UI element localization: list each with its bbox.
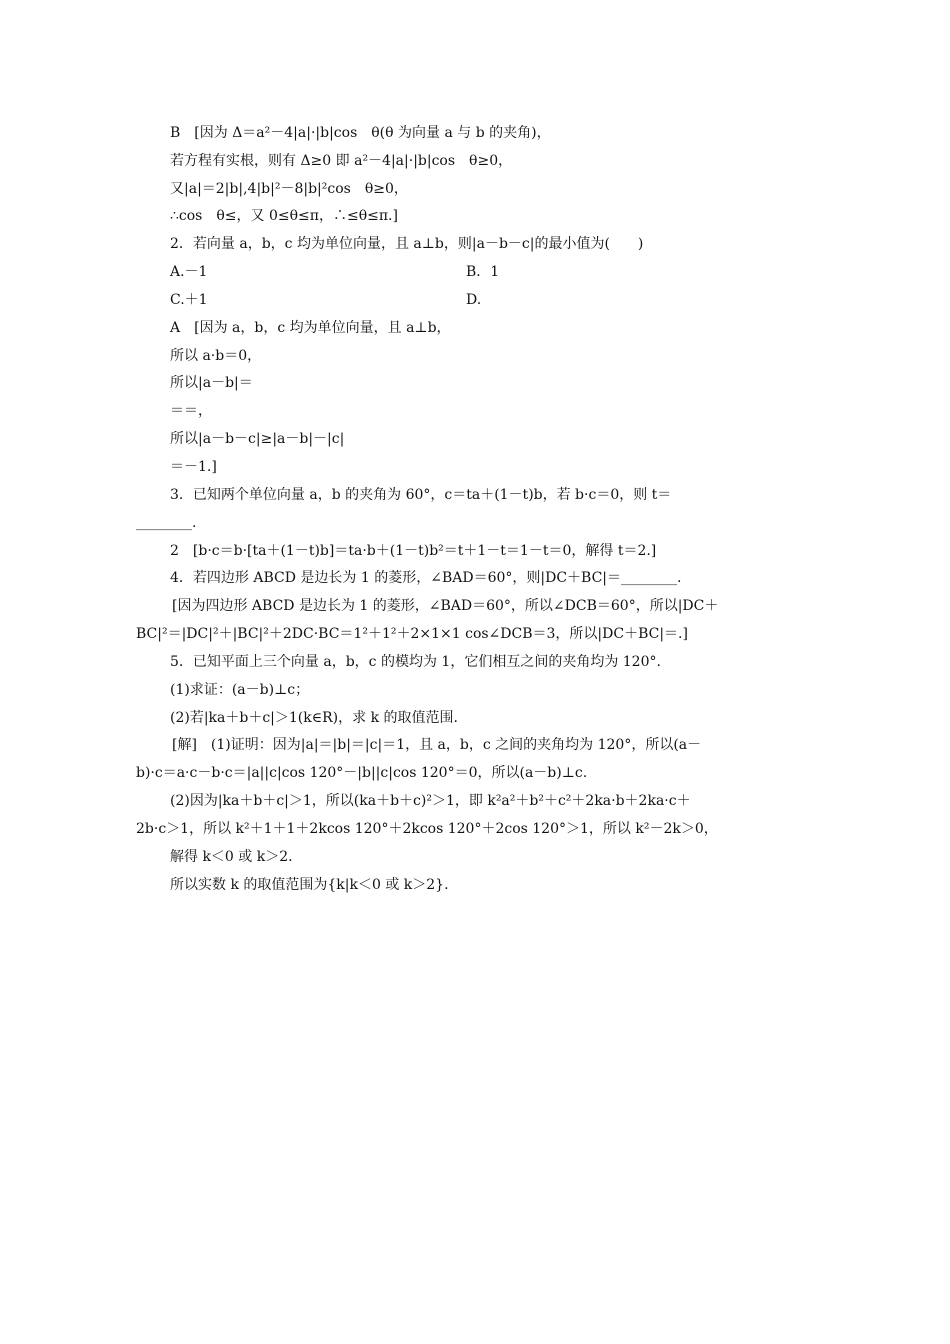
solution-3: 2 [b·c＝b·[ta＋(1－t)b]＝ta·b＋(1－t)b²＝t＋1－t＝1－t＝0，解得 t＝2.] [170, 543, 657, 559]
question-5-stem: 5．已知平面上三个向量 a，b，c 的模均为 1，它们相互之间的夹角均为 120°. [170, 654, 661, 670]
question-2-stem: 2．若向量 a，b，c 均为单位向量，且 a⊥b，则|a－b－c|的最小值为( ) [170, 236, 644, 252]
solution-1-line-3: 又|a|＝2|b|,4|b|²－8|b|²cos θ≥0， [170, 181, 408, 197]
solution-2-line-4: ＝＝， [170, 403, 212, 419]
question-2-option-b: B．1 [466, 264, 500, 280]
question-2-option-d: D. [466, 292, 482, 308]
solution-2-line-6: ＝－1.] [170, 459, 217, 475]
solution-1-line-4: ∴cos θ≤，又 0≤θ≤π，∴≤θ≤π.] [170, 208, 398, 224]
question-4-stem: 4．若四边形 ABCD 是边长为 1 的菱形，∠BAD＝60°，则|DC＋BC|＝________. [170, 570, 682, 586]
question-5-part-1: (1)求证：(a－b)⊥c； [170, 682, 310, 698]
solution-2-line-1: A [因为 a，b，c 均为单位向量，且 a⊥b， [170, 320, 451, 336]
solution-5-line-2: b)·c＝a·c－b·c＝|a||c|cos 120°－|b||c|cos 120°＝0，所以(a－b)⊥c. [136, 765, 588, 781]
solution-5-line-1: [解] (1)证明：因为|a|＝|b|＝|c|＝1，且 a，b，c 之间的夹角均为 120°，所以(a－ [172, 737, 702, 753]
solution-1-line-1: B [因为 Δ＝a²－4|a|·|b|cos θ(θ 为向量 a 与 b 的夹角)， [170, 125, 551, 141]
question-2-option-a: A.－1 [170, 264, 208, 280]
question-2-option-c: C.＋1 [170, 292, 208, 308]
solution-2-line-3: 所以|a－b|＝ [170, 375, 253, 391]
solution-5-line-6: 所以实数 k 的取值范围为{k|k＜0 或 k＞2}. [170, 877, 449, 893]
solution-4-line-2: BC|²＝|DC|²＋|BC|²＋2DC·BC＝1²＋1²＋2×1×1 cos∠DCB＝3，所以|DC＋BC|＝.] [136, 626, 688, 642]
solution-2-line-5: 所以|a－b－c|≥|a－b|－|c| [170, 431, 345, 447]
solution-5-line-5: 解得 k＜0 或 k＞2. [170, 849, 293, 865]
solution-5-line-3: (2)因为|ka＋b＋c|＞1，所以(ka＋b＋c)²＞1，即 k²a²＋b²＋c²＋2ka·b＋2ka·c＋ [170, 793, 691, 809]
solution-4-line-1: [因为四边形 ABCD 是边长为 1 的菱形，∠BAD＝60°，所以∠DCB＝60°，所以|DC＋ [172, 598, 719, 614]
question-3-blank: ________. [136, 515, 197, 531]
solution-2-line-2: 所以 a·b＝0， [170, 348, 262, 364]
solution-5-line-4: 2b·c＞1，所以 k²＋1＋1＋2kcos 120°＋2kcos 120°＋2cos 120°＞1，所以 k²－2k＞0， [136, 821, 718, 837]
question-3-stem: 3．已知两个单位向量 a，b 的夹角为 60°，c＝ta＋(1－t)b，若 b·c＝0，则 t＝ [170, 487, 672, 503]
solution-1-line-2: 若方程有实根，则有 Δ≥0 即 a²－4|a|·|b|cos θ≥0， [170, 153, 513, 169]
question-5-part-2: (2)若|ka＋b＋c|＞1(k∈R)，求 k 的取值范围. [170, 710, 458, 726]
